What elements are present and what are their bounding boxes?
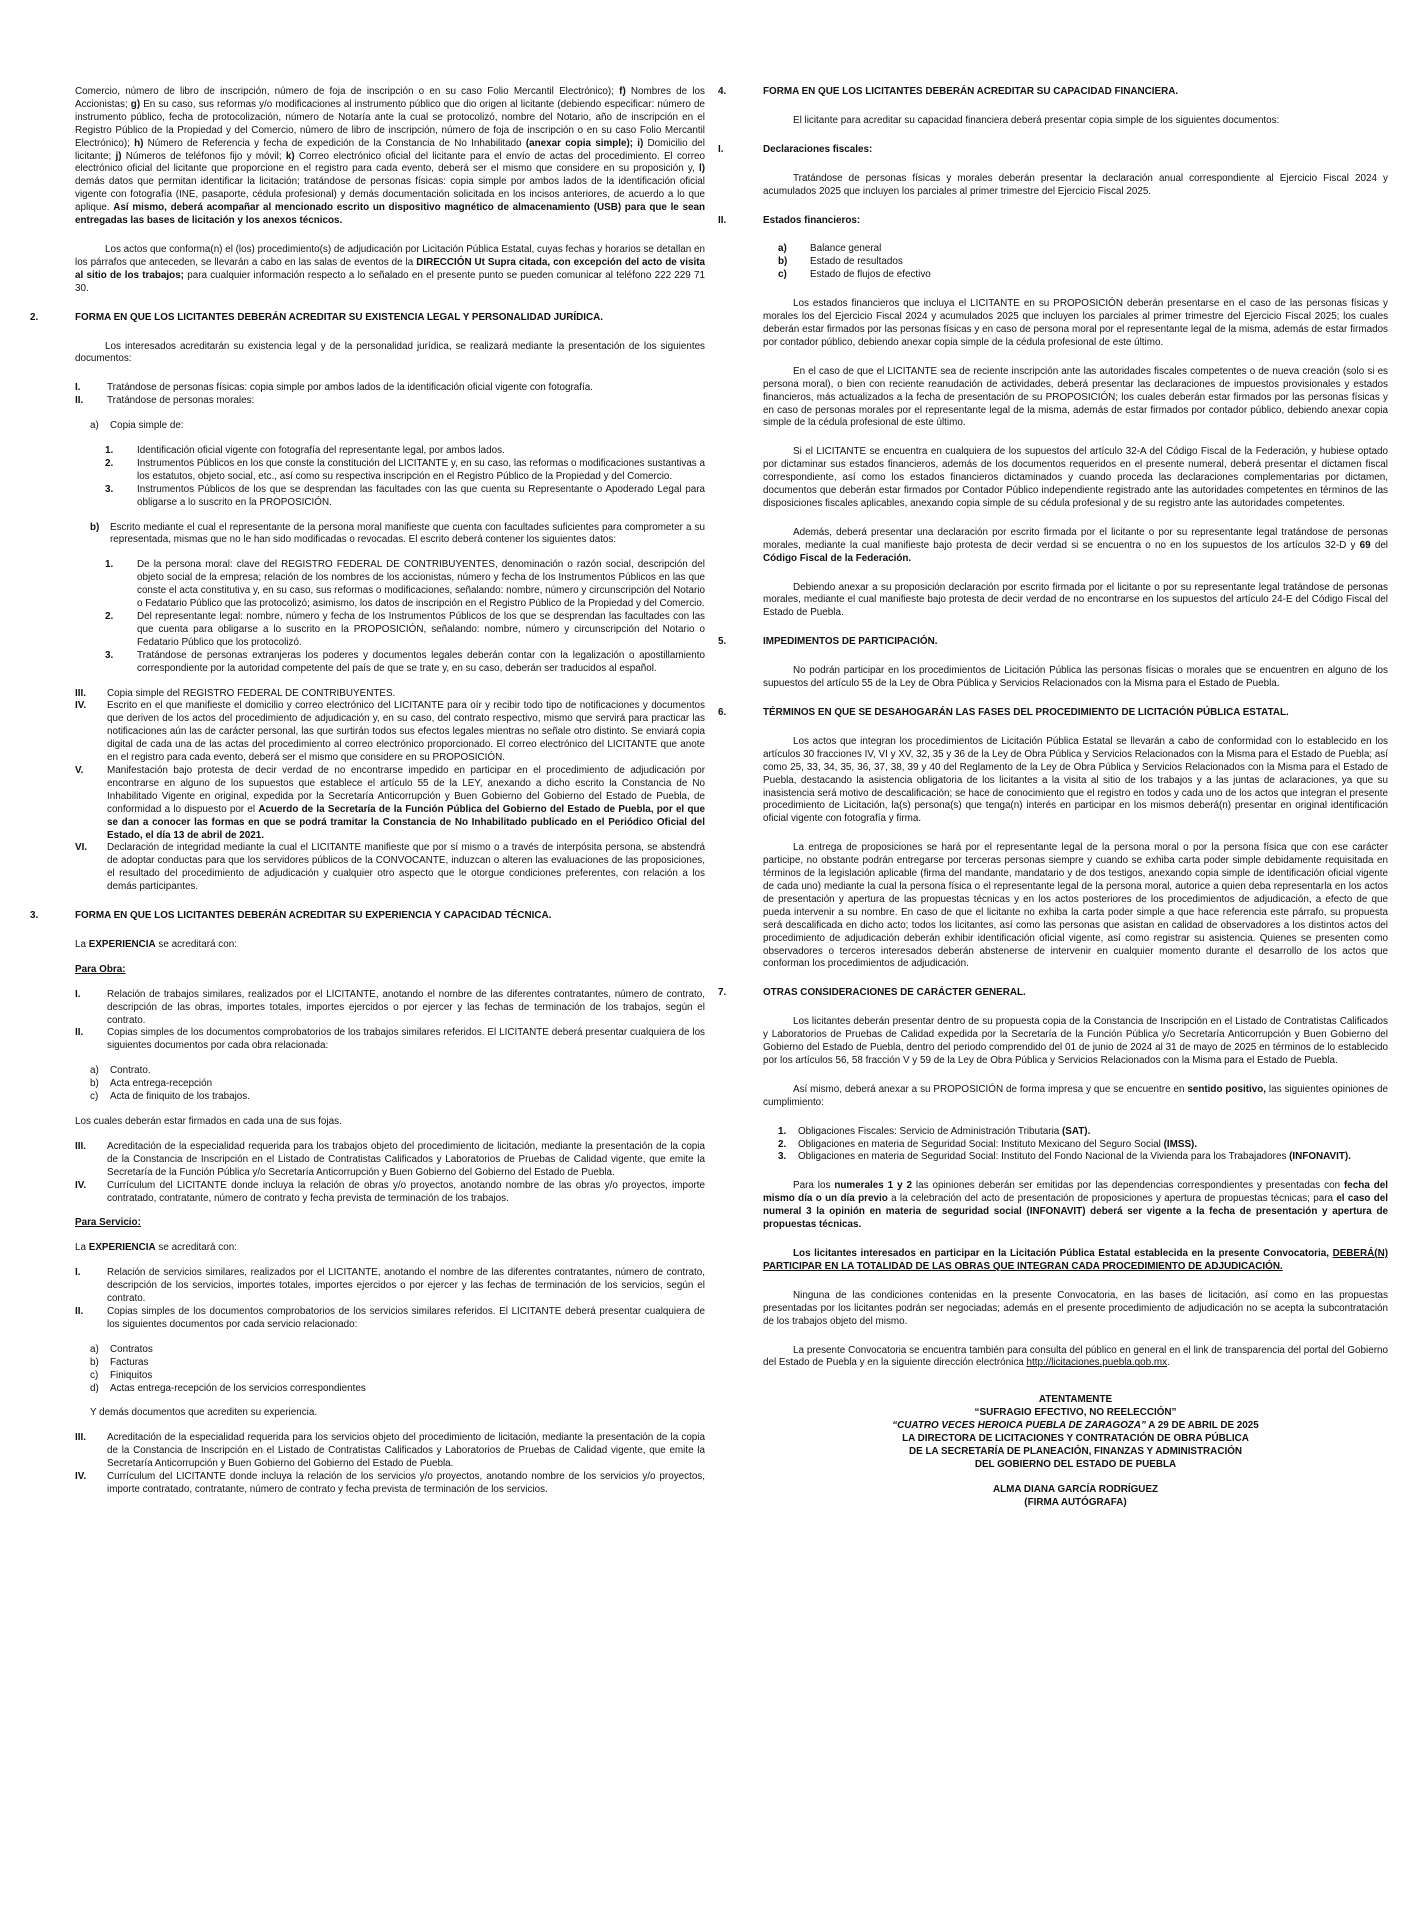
list-item: 1. Obligaciones Fiscales: Servicio de Administración Tributaria (SAT). [778,1125,1091,1137]
section-3-obra-docs [30,1065,705,1104]
section-4-statements [718,243,1388,282]
list-item: I. Relación de servicios similares, realizados por el LICITANTE, anotando el nombre de las diferentes contratantes, número de contrato, descripción de los servicios, importes totales, importes ejercidos o por ejercer y las fechas de terminación de los servicios, según el contrato. [75,1267,705,1305]
section-5-paragraph: No podrán participar en los procedimientos de Licitación Pública las personas físicas o morales que se encuentren en alguno de los supuestos del artículo 55 de la Ley de Obra Pública y Servicios Relacionados con la Misma para el Estado de Puebla. [763,665,1388,690]
list-item: a) Contratos [90,1343,153,1355]
section-4-paragraph-4: Si el LICITANTE se encuentra en cualquiera de los supuestos del artículo 32-A del Código Fiscal de la Federación, y hubiese optado por dictaminar sus estados financieros, además de los documentos requeridos en el presente numeral, deberá presentar el dictamen fiscal correspondiente, así como los estados financieros dictaminados y cuando proceda las declaraciones complementarias por dictamen, documentos que deberán estar firmados por Contador Público independiente registrado ante las autoridades competentes en términos de las disposiciones fiscales aplicables, anexando copia simple de su cédula profesional y de su registro ante las autoridades competentes. [763,446,1388,509]
list-item: 2. Del representante legal: nombre, número y fecha de los Instrumentos Públicos de los que se desprendan las facultades con las que cuenta para obligarse a lo suscrito en la PROPOSICIÓN, señalando: nombre, número y circunscripción del Notario o Fedatario Público que los protocolizó. [105,611,705,648]
signature-title-2: DE LA SECRETARÍA DE PLANEACIÓN, FINANZAS Y ADMINISTRACIÓN [908,1445,1243,1457]
section-3-obra-list-cont [30,1141,705,1206]
section-2-sub-a-items [30,445,705,510]
signature-atentamente: ATENTAMENTE [1038,1394,1113,1406]
section-4-paragraph-5: Además, deberá presentar una declaración por escrito firmada por el licitante o por su representante legal tratándose de personas morales, mediante la cual manifieste bajo protesta de decir verdad si se encuentra o no en los supuestos de los artículos 32-D y 69 del Código Fiscal de la Federación. [763,526,1389,564]
list-item: b) Escrito mediante el cual el representante de la persona moral manifieste que cuenta con facultades suficientes para comprometer a su representada, mismas que no le han sido modificadas o revocadas. El escrito deberá contener los siguientes datos: [90,521,705,546]
section-3-experience: La EXPERIENCIA se acreditará con: [75,938,237,950]
section-4-paragraph-2: Los estados financieros que incluya el LICITANTE en su PROPOSICIÓN deberán presentarse en el caso de las personas físicas y morales los del Ejercicio Fiscal 2024 y acumulados 2025 que incluyen los parciales al primer trimestre del Ejercicio Fiscal 2025; los cuales deberán estar firmados por las personas físicas y en caso de persona moral por el representante legal de la misma, además de estar firmados por contador público, debiendo anexar copia simple de la cédula profesional de este último. [763,298,1388,348]
section-3-heading: 3. FORMA EN QUE LOS LICITANTES DEBERÁN ACREDITAR SU EXPERIENCIA Y CAPACIDAD TÉCNICA. [30,910,552,922]
section-3-demas: Y demás documentos que acrediten su experiencia. [90,1407,318,1419]
list-item: IV. Currículum del LICITANTE donde incluya la relación de obras y/o proyectos, anotando nombre de las obras y/o proyectos, importe contratado, contratante, número de contrato y fecha prevista de terminación de los trabajos. [75,1179,705,1204]
list-item: 1. Identificación oficial vigente con fotografía del representante legal, por ambos lados. [105,445,505,457]
section-3-servicio-list-cont [30,1432,705,1497]
list-item: 2. Obligaciones en materia de Seguridad Social: Instituto Mexicano del Seguro Social (IMSS). [778,1138,1198,1150]
list-item: I. Relación de trabajos similares, realizados por el LICITANTE, anotando el nombre de las diferentes contratantes, número de contrato, descripción de las obras, importes totales, importes ejercidos o por ejercer y las fechas de terminación de los trabajos, según el contrato. [75,988,705,1026]
list-item: a) Contrato. [90,1065,151,1077]
section-2-list-cont [30,688,705,895]
section-3-obra-label: Para Obra: [75,963,126,975]
section-6-paragraph-2: La entrega de proposiciones se hará por el representante legal de la persona moral o por la persona física que con ese carácter participe, no obstante podrán entregarse por terceras personas siempre y cuando se exhiba carta poder simple debidamente requisitada en términos de la legislación aplicable (firma del mandante, mandatario y de dos testigos, anexando copia simple de identificación oficial vigente de cada uno) mediante la cual la persona física o el representante legal de la persona moral, autorice a quien deba representarla en los actos de presentación y apertura de las propuestas técnicas y en los actos posteriores de los procedimientos de adjudicación, a efecto de que pueda intervenir a su nombre. En caso de que el licitante no exhiba la carta poder simple a que hace referencia este párrafo, su propuesta será descalificada en dicho acto; todos los licitantes, así como las personas que asistan en calidad de observadores a los distintos actos del procedimiento de adjudicación deberán exhibir identificación oficial vigente, así como registrar su asistencia. Quienes se presenten como observadores o terceros interesados deberán abstenerse de intervenir en cualquier momento durante el desarrollo de los actos que conforman los procedimientos de adjudicación. [763,842,1388,970]
section-2-intro: Los interesados acreditarán su existencia legal y de la personalidad jurídica, se realizará mediante la presentación de los siguientes documentos: [75,340,705,365]
transparency-link[interactable]: http://licitaciones.puebla.gob.mx [1026,1357,1168,1369]
list-item: VI. Declaración de integridad mediante la cual el LICITANTE manifieste que por sí mismo o a través de interpósita persona, se abstendrá de adoptar conductas para que los servidores públicos de la CONVOCANTE, induzcan o alteren las evaluaciones de las proposiciones, el resultado del procedimiento de adjudicación y cualquier otro aspecto que le otorgue condiciones preferentes, con relación a los demás participantes. [75,842,705,893]
list-item: III. Copia simple del REGISTRO FEDERAL DE CONTRIBUYENTES. [75,687,396,699]
section-4-paragraph-6: Debiendo anexar a su proposición declaración por escrito firmada por el licitante o por su representante legal tratándose de personas morales, mediante el cual manifieste bajo protesta de decir verdad de no encontrarse en los supuestos del artículo 24-E del Código Fiscal del Estado de Puebla. [763,581,1388,619]
signature-title-3: DEL GOBIERNO DEL ESTADO DE PUEBLA [974,1458,1177,1470]
list-item: c) Finiquitos [90,1369,153,1381]
list-item: I. Tratándose de personas físicas: copia simple por ambos lados de la identificación oficial vigente con fotografía. [75,382,593,394]
list-item: II. Tratándose de personas morales: [75,395,255,407]
signature-name: ALMA DIANA GARCÍA RODRÍGUEZ [992,1483,1159,1495]
signature-title-1: LA DIRECTORA DE LICITACIONES Y CONTRATACIÓN DE OBRA PÚBLICA [902,1433,1249,1445]
signature-motto: “SUFRAGIO EFECTIVO, NO REELECCIÓN” [974,1407,1177,1419]
section-3-servicio-list [30,1267,705,1332]
section-4-I-heading: I. Declaraciones fiscales: [718,143,873,155]
list-item: 1. De la persona moral: clave del REGISTRO FEDERAL DE CONTRIBUYENTES, denominación o razón social, descripción del objeto social de la empresa; relación de los nombres de los accionistas, número y fecha de los Instrumentos Públicos en las que conste el acta constitutiva y, en su caso, sus reformas o modificaciones, señalando: nombre, número y circunscripción del Notario o Fedatario Público que las protocolizó; asimismo, los datos de inscripción en el Registro Público de la Propiedad y del Comercio. [105,559,705,610]
section-2-heading: 2. FORMA EN QUE LOS LICITANTES DEBERÁN ACREDITAR SU EXISTENCIA LEGAL Y PERSONALIDAD JURÍDICA. [30,311,603,323]
section-3-obra-list [30,989,705,1054]
list-item: II. Copias simples de los documentos comprobatorios de los servicios similares referidos. El LICITANTE deberá presentar cualquiera de los siguientes documentos por cada servicio relacionado: [75,1305,705,1330]
section-6-paragraph-1: Los actos que integran los procedimientos de Licitación Pública Estatal se llevarán a cabo de conformidad con lo establecido en los artículos 30 fracciones IV, VI y XV, 32, 35 y 36 de la Ley de Obra Pública y Servicios Relacionados con la Misma para el Estado de Puebla; así como 25, 33, 34, 35, 36, 37, 38, 39 y 40 del Reglamento de la Ley de Obra Pública y Servicios Relacionados con la Misma para el Estado de Puebla, destacando la asistencia obligatoria de los licitantes a la visita al sitio de los trabajos y a las juntas de aclaraciones, ya que su inasistencia será motivo de descalificación; se hace de conocimiento que el registro en todos y cada uno de los actos que integran el presente procedimiento de Licitación, la(s) persona(s) que tenga(n) interés en participar en los mismos deberá(n) presentar en original identificación oficial vigente con fotografía y firma. [763,735,1388,825]
section-7-paragraph-6: La presente Convocatoria se encuentra también para consulta del público en general en el link de transparencia del portal del Gobierno del Estado de Puebla y en la siguiente dirección electrónica http://licitaciones.puebla.gob.mx. [763,1344,1388,1369]
list-item: 3. Obligaciones en materia de Seguridad Social: Instituto del Fondo Nacional de la Vivienda para los Trabajadores (INFONAVIT). [778,1151,1351,1163]
section-3-firmados: Los cuales deberán estar firmados en cada una de sus fojas. [75,1116,342,1127]
intro-paragraph-1: Comercio, número de libro de inscripción, número de foja de inscripción o en su caso Folio Mercantil Electrónico); f) Nombres de los Accionistas; g) En su caso, sus reformas y/o modificaciones al instrumento público que dio origen al licitante (debiendo especificar: número de instrumento público, fecha de protocolización, número de Notaría ante la cual se protocolizó, nombre del Notario, año de inscripción en el Registro Público de la Propiedad y del Comercio, número de libro de inscripción, número de foja de inscripción o en su caso Folio Mercantil Electrónico); h) Número de Referencia y fecha de expedición de la Constancia de No Inhabilitado (anexar copia simple); i) Domicilio del licitante; j) Números de teléfonos fijo y móvil; k) Correo electrónico oficial del licitante para el envío de actas del procedimiento. El correo electrónico oficial del licitante que proporcione en el registro para cada evento, deberá ser el mismo que considere en su proposición y, l) demás datos que permitan identificar la licitación; tratándose de personas físicas: copia simple por ambos lados de la identificación oficial vigente con fotografía (INE, pasaporte, cédula profesional) y demás documentación solicitada en los incisos anteriores, de acuerdo a lo que aplique. Así mismo, deberá acompañar al mencionado escrito un dispositivo magnético de almacenamiento (USB) para que le sean entregadas las bases de licitación y los anexos técnicos. [75,86,705,227]
section-7-paragraph-4: Los licitantes interesados en participar en la Licitación Pública Estatal establecida en la presente Convocatoria, DEBERÁ(N) PARTICIPAR EN LA TOTALIDAD DE LAS OBRAS QUE INTEGRAN CADA PROCEDIMIENTO DE ADJUDICACIÓN. [763,1248,1388,1272]
section-3-servicio-docs [30,1344,705,1396]
list-item: b) Acta entrega-recepción [90,1078,213,1090]
list-item: c) Estado de flujos de efectivo [778,269,931,281]
section-4-intro: El licitante para acreditar su capacidad financiera deberá presentar copia simple de los siguientes documentos: [793,114,1280,126]
section-7-paragraph-2: Así mismo, deberá anexar a su PROPOSICIÓN de forma impresa y que se encuentre en sentido positivo, las siguientes opiniones de cumplimiento: [763,1083,1388,1108]
intro-paragraph-2: Los actos que conforma(n) el (los) procedimiento(s) de adjudicación por Licitación Pública Estatal, cuyas fechas y horarios se detallan en los párrafos que anteceden, se llevarán a cabo en las salas de eventos de la DIRECCIÓN Ut Supra citada, con excepción del acto de visita al sitio de los trabajos; para cualquier información respecto a lo señalado en el presente punto se pueden comunicar al teléfono 222 229 71 30. [75,243,705,294]
section-7-heading: 7. OTRAS CONSIDERACIONES DE CARÁCTER GENERAL. [718,987,1026,999]
right-column [718,86,1388,1510]
section-3-experience-2: La EXPERIENCIA se acreditará con: [75,1242,237,1254]
section-6-heading: 6. TÉRMINOS EN QUE SE DESAHOGARÁN LAS FASES DEL PROCEDIMIENTO DE LICITACIÓN PÚBLICA ESTATAL. [718,707,1289,718]
list-item: a) Balance general [778,243,882,255]
section-4-paragraph-3: En el caso de que el LICITANTE sea de reciente inscripción ante las autoridades fiscales competentes o de nueva creación (solo si es persona moral), o bien con reciente reanudación de actividades, deberá presentar las declaraciones de impuestos provisionales y estados financieros, más actualizados a la fecha de presentación de su PROPOSICIÓN; los cuales deberán estar firmados por las personas físicas y en caso de personas morales por el representante legal de la misma, además de estar firmados por contador público, debiendo anexar copia simple de la cédula profesional de este último. [763,365,1388,429]
list-item: b) Facturas [90,1356,149,1368]
section-2-sub-a [30,420,705,433]
section-3-servicio-label: Para Servicio: [75,1217,141,1229]
list-item: 3. Tratándose de personas extranjeras los poderes y documentos legales deberán contar con la legalización o apostillamiento correspondiente por la autoridad competente del país de que se trate y, en su caso, deberán ser traducidos al español. [105,649,705,674]
section-4-heading: 4. FORMA EN QUE LOS LICITANTES DEBERÁN ACREDITAR SU CAPACIDAD FINANCIERA. [718,86,1179,97]
list-item: a) Copia simple de: [90,420,184,432]
list-item: d) Actas entrega-recepción de los servicios correspondientes [90,1382,366,1394]
section-5-heading: 5. IMPEDIMENTOS DE PARTICIPACIÓN. [718,636,938,648]
section-4-I-paragraph: Tratándose de personas físicas y morales deberán presentar la declaración anual correspondiente al Ejercicio Fiscal 2024 y acumulados 2025 que incluyen los parciales al primer trimestre del Ejercicio Fiscal 2025. [763,172,1388,197]
section-7-paragraph-1: Los licitantes deberán presentar dentro de su propuesta copia de la Constancia de Inscripción en el Listado de Contratistas Calificados y Laboratorios de Pruebas de Calidad expedida por la Secretaría de la Función Pública y/o Secretaría Anticorrupción y Buen Gobierno del Gobierno del Estado de Puebla, dentro del periodo comprendido del 01 de junio de 2024 al 31 de mayo de 2025 en términos de lo establecido por los artículos 56, 58 fracción V y 59 de la Ley de Obra Pública y Servicios Relacionados con la Misma para el Estado de Puebla. [763,1016,1388,1066]
section-2-sub-b-items [30,559,705,675]
list-item: b) Estado de resultados [778,256,903,268]
list-item: II. Copias simples de los documentos comprobatorios de los trabajos similares referidos. El LICITANTE deberá presentar cualquiera de los siguientes documentos por cada obra relacionada: [75,1027,705,1052]
signature-note: (FIRMA AUTÓGRAFA) [1024,1496,1127,1508]
section-7-paragraph-5: Ninguna de las condiciones contenidas en la presente Convocatoria, en las bases de licitación, así como en las propuestas presentadas por los licitantes podrán ser negociadas; además en el presente procedimiento de adjudicación no se acepta la subcontratación de los trabajos objeto del mismo. [763,1289,1388,1327]
section-2-sub-b [30,522,705,548]
list-item: 3. Instrumentos Públicos de los que se desprendan las facultades con las que cuenta su Representante o Apoderado Legal para obligarse a lo suscrito en la PROPOSICIÓN. [105,483,705,508]
section-7-opinions [718,1126,1388,1165]
signature-place-date: “CUATRO VECES HEROICA PUEBLA DE ZARAGOZA” A 29 DE ABRIL DE 2025 [892,1420,1259,1432]
left-column [30,86,705,1497]
section-2-list [30,382,705,408]
list-item: IV. Currículum del LICITANTE donde incluya la relación de los servicios y/o proyectos, anotando nombre de los servicios y/o proyectos, importe contratado, contratante, número de contrato y fecha prevista de terminación de los servicios. [75,1471,705,1495]
section-4-II-heading: II. Estados financieros: [718,214,861,226]
list-item: V. Manifestación bajo protesta de decir verdad de no encontrarse impedido en participar en el procedimiento de adjudicación por encontrarse en alguno de los supuestos que establece el artículo 55 de la LEY, anexando a dicho escrito la Constancia de No Inhabilitado Vigente en original, expedida por la Secretaría Anticorrupción y Buen Gobierno del Gobierno del Estado de Puebla, de conformidad a lo dispuesto por el Acuerdo de la Secretaría de la Función Pública del Gobierno del Estado de Puebla, por el que se dan a conocer las formas en que se podrá tramitar la Constancia de No Inhabilitado publicado en el Periódico Oficial del Estado, el día 13 de abril de 2021. [75,764,705,841]
list-item: III. Acreditación de la especialidad requerida para los servicios objeto del procedimiento de licitación, mediante la presentación de la copia de la Constancia de Inscripción en el Listado de Contratistas Calificados y Laboratorios de Pruebas de Calidad vigente, que emite la Secretaría Anticorrupción y Buen Gobierno del Gobierno del Estado de Puebla. [75,1432,705,1470]
list-item: IV. Escrito en el que manifieste el domicilio y correo electrónico del LICITANTE para oír y recibir todo tipo de notificaciones y documentos que deriven de los actos del procedimiento de adjudicación y, en su caso, del contrato respectivo, mismo que servirá para practicar las notificaciones aún las de carácter personal, las que surtirán todos sus efectos legales mientras no señale otro distinto. Se enviará copia digital de cada una de las actas del procedimiento al correo electrónico proporcionado. El correo electrónico del LICITANTE que anote en el registro para cada evento, deberá ser el mismo que considere en su PROPOSICIÓN. [75,700,705,764]
section-7-paragraph-3: Para los numerales 1 y 2 las opiniones deberán ser emitidas por las dependencias correspondientes y presentadas con fecha del mismo día o un día previo a la celebración del acto de presentación de proposiciones y apertura de propuestas técnicas; para el caso del numeral 3 la opinión en materia de seguridad social (INFONAVIT) deberá ser vigente a la fecha de presentación y apertura de propuestas técnicas. [763,1180,1389,1231]
list-item: c) Acta de finiquito de los trabajos. [90,1091,250,1103]
list-item: 2. Instrumentos Públicos en los que conste la constitución del LICITANTE y, en su caso, las reformas o modificaciones sustantivas a los estatutos, objeto social, etc., así como su respectiva inscripción en el Registro Público de la Propiedad y del Comercio. [105,457,705,482]
list-item: III. Acreditación de la especialidad requerida para los trabajos objeto del procedimiento de licitación, mediante la presentación de la copia de la Constancia de Inscripción en el Listado de Contratistas Calificados y Laboratorios de Pruebas de Calidad vigente, que emite la Secretaría de la Función Pública y/o Secretaría Anticorrupción y Buen Gobierno del Gobierno del Estado de Puebla. [75,1140,705,1178]
